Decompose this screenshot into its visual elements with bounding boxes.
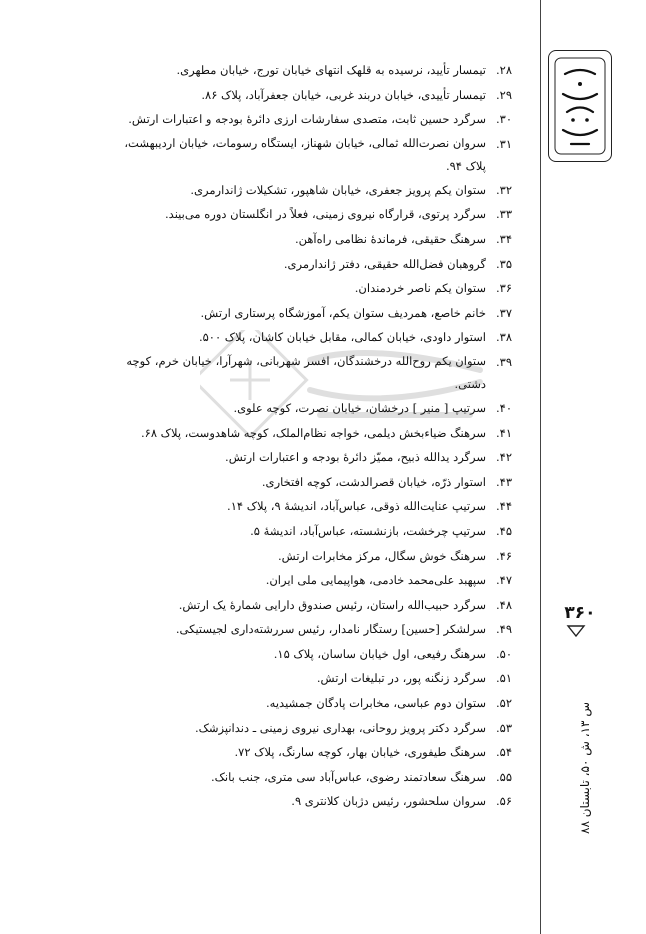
list-item xyxy=(120,494,512,519)
item-number: ۴۶. xyxy=(495,548,512,563)
list-item xyxy=(120,107,512,132)
list-item xyxy=(120,83,512,108)
item-text: سرگرد پرتوی، قرارگاه نیروی زمینی، فعلاً در انگلستان دوره می‌بیند. xyxy=(165,207,486,222)
item-text: تیمسار تأیید، نرسیده به قلهک انتهای خیابان تورج، خیابان مطهری. xyxy=(176,63,486,77)
item-text: سرتیپ عنایت‌الله ذوقی، عباس‌آباد، اندیشهٔ ۹، پلاک ۱۴. xyxy=(227,499,486,514)
item-number: ۵۳. xyxy=(495,720,512,735)
item-text: سروان نصرت‌الله ثمالی، خیابان شهناز، ایستگاه رسومات، خیابان اردیبهشت، پلاک ۹۴. xyxy=(124,135,486,173)
item-text: سرگرد حسین ثابت، متصدی سفارشات ارزی دائرهٔ بودجه و اعتبارات ارتش. xyxy=(128,112,486,127)
list-item xyxy=(120,617,512,642)
list-item xyxy=(120,227,512,252)
item-text: ستوان دوم عباسی، مخابرات پادگان جمشیدیه. xyxy=(266,696,486,711)
item-text: سرهنگ رفیعی، اول خیابان ساسان، پلاک ۱۵. xyxy=(273,646,486,661)
list-item xyxy=(120,202,512,227)
list-item xyxy=(120,593,512,618)
item-number: ۴۹. xyxy=(495,622,512,637)
item-number: ۳۹. xyxy=(495,354,512,369)
list-item xyxy=(120,350,512,396)
margin-divider-line xyxy=(540,0,541,934)
item-text: ستوان یکم روح‌الله درخشندگان، افسر شهربانی، شهرآرا، خیابان خرم، کوچه دشتی. xyxy=(126,353,486,391)
list-item xyxy=(120,178,512,203)
list-item xyxy=(120,568,512,593)
item-text: سرگرد زنگنه پور، در تبلیغات ارتش. xyxy=(316,671,486,686)
item-number: ۵۰. xyxy=(495,646,512,661)
list-item xyxy=(120,765,512,790)
item-text: سرهنگ خوش سگال، مرکز مخابرات ارتش. xyxy=(278,548,486,563)
item-text: سرتیپ چرخشت، بازنشسته، عباس‌آباد، اندیشهٔ ۵. xyxy=(250,523,486,538)
list-item xyxy=(120,252,512,277)
list-item xyxy=(120,421,512,446)
item-text: تیمسار تأییدی، خیابان دربند غربی، خیابان جعفرآباد، پلاک ۸۶. xyxy=(201,87,486,102)
item-text: استوار داودی، خیابان کمالی، مقابل خیابان کاشان، پلاک ۵۰۰. xyxy=(198,330,486,345)
item-number: ۴۴. xyxy=(495,499,512,514)
item-text: استوار ذرّه، خیابان قصرالدشت، کوچه افتخاری. xyxy=(261,474,486,489)
list-item xyxy=(120,519,512,544)
item-number: ۲۹. xyxy=(495,87,512,102)
journal-logo xyxy=(548,50,612,162)
item-number: ۵۴. xyxy=(495,745,512,760)
list-item xyxy=(120,544,512,569)
issue-info: س ۱۳، ش ۵۰، تابستان ۸۸ xyxy=(578,702,592,834)
item-number: ۴۷. xyxy=(495,573,512,588)
item-text: سرگرد یدالله ذبیح، ممیّز دائرهٔ بودجه و اعتبارات ارتش. xyxy=(225,450,486,465)
item-text: سرهنگ سعادتمند رضوی، عباس‌آباد سی متری، جنب بانک. xyxy=(210,769,486,784)
list-item xyxy=(120,691,512,716)
item-text: سرگرد حبیب‌الله راستان، رئیس صندوق دارایی شمارهٔ یک ارتش. xyxy=(178,597,486,612)
item-number: ۳۱. xyxy=(495,136,512,151)
item-text: ستوان یکم ناصر خردمندان. xyxy=(354,281,486,296)
list-item xyxy=(120,58,512,83)
item-number: ۳۵. xyxy=(495,256,512,271)
item-text: سرلشکر [حسین] رستگار نامدار، رئیس سررشته‌داری لجیستیکی. xyxy=(175,622,486,637)
list-item xyxy=(120,301,512,326)
list-item xyxy=(120,642,512,667)
item-text: ستوان یکم پرویز جعفری، خیابان شاهپور، تشکیلات ژاندارمری. xyxy=(190,182,486,197)
item-text: سروان سلحشور، رئیس دژبان کلانتری ۹. xyxy=(291,794,486,809)
list-item xyxy=(120,325,512,350)
item-number: ۴۳. xyxy=(495,474,512,489)
item-number: ۳۳. xyxy=(495,207,512,222)
list-item xyxy=(120,716,512,741)
item-number: ۴۱. xyxy=(495,425,512,440)
item-text: سرتیپ [ منیر ] درخشان، خیابان نصرت، کوچه علوی. xyxy=(233,400,486,415)
triangle-down-icon xyxy=(566,624,586,638)
item-text: گروهبان فضل‌الله حقیقی، دفتر ژاندارمری. xyxy=(283,256,486,271)
item-number: ۵۱. xyxy=(495,671,512,686)
list-item xyxy=(120,789,512,814)
item-text: سپهبد علی‌محمد خادمی، هواپیمایی ملی ایران. xyxy=(265,573,486,588)
list-item xyxy=(120,132,512,178)
list-item xyxy=(120,396,512,421)
item-number: ۴۵. xyxy=(495,523,512,538)
item-number: ۵۶. xyxy=(495,794,512,809)
item-text: خانم خاصع، همردیف ستوان یکم، آموزشگاه پرستاری ارتش. xyxy=(200,305,486,320)
list-item xyxy=(120,740,512,765)
item-number: ۳۴. xyxy=(495,231,512,246)
page-number: ۳۶۰ xyxy=(564,603,596,623)
list-item xyxy=(120,276,512,301)
item-number: ۴۲. xyxy=(495,450,512,465)
list-item xyxy=(120,470,512,495)
item-number: ۳۲. xyxy=(495,182,512,197)
list-item xyxy=(120,666,512,691)
officer-list xyxy=(120,58,512,814)
list-item xyxy=(120,445,512,470)
item-number: ۳۰. xyxy=(495,112,512,127)
item-number: ۵۲. xyxy=(495,696,512,711)
journal-logo-icon xyxy=(551,54,609,158)
item-text: سرهنگ طیفوری، خیابان بهار، کوچه سارنگ، پلاک ۷۲. xyxy=(234,745,486,760)
item-number: ۵۵. xyxy=(495,769,512,784)
item-number: ۳۷. xyxy=(495,305,512,320)
item-number: ۳۶. xyxy=(495,281,512,296)
item-number: ۴۰. xyxy=(495,400,512,415)
item-text: سرهنگ حقیقی، فرماندهٔ نظامی راه‌آهن. xyxy=(294,231,486,246)
item-text: سرهنگ ضیاءبخش دیلمی، خواجه نظام‌الملک، کوچه شاهدوست، پلاک ۶۸. xyxy=(141,425,486,440)
item-number: ۲۸. xyxy=(495,63,512,77)
item-text: سرگرد دکتر پرویز روحانی، بهداری نیروی زمینی ـ دندانپزشک. xyxy=(194,720,486,735)
item-number: ۳۸. xyxy=(495,330,512,345)
item-number: ۴۸. xyxy=(495,597,512,612)
